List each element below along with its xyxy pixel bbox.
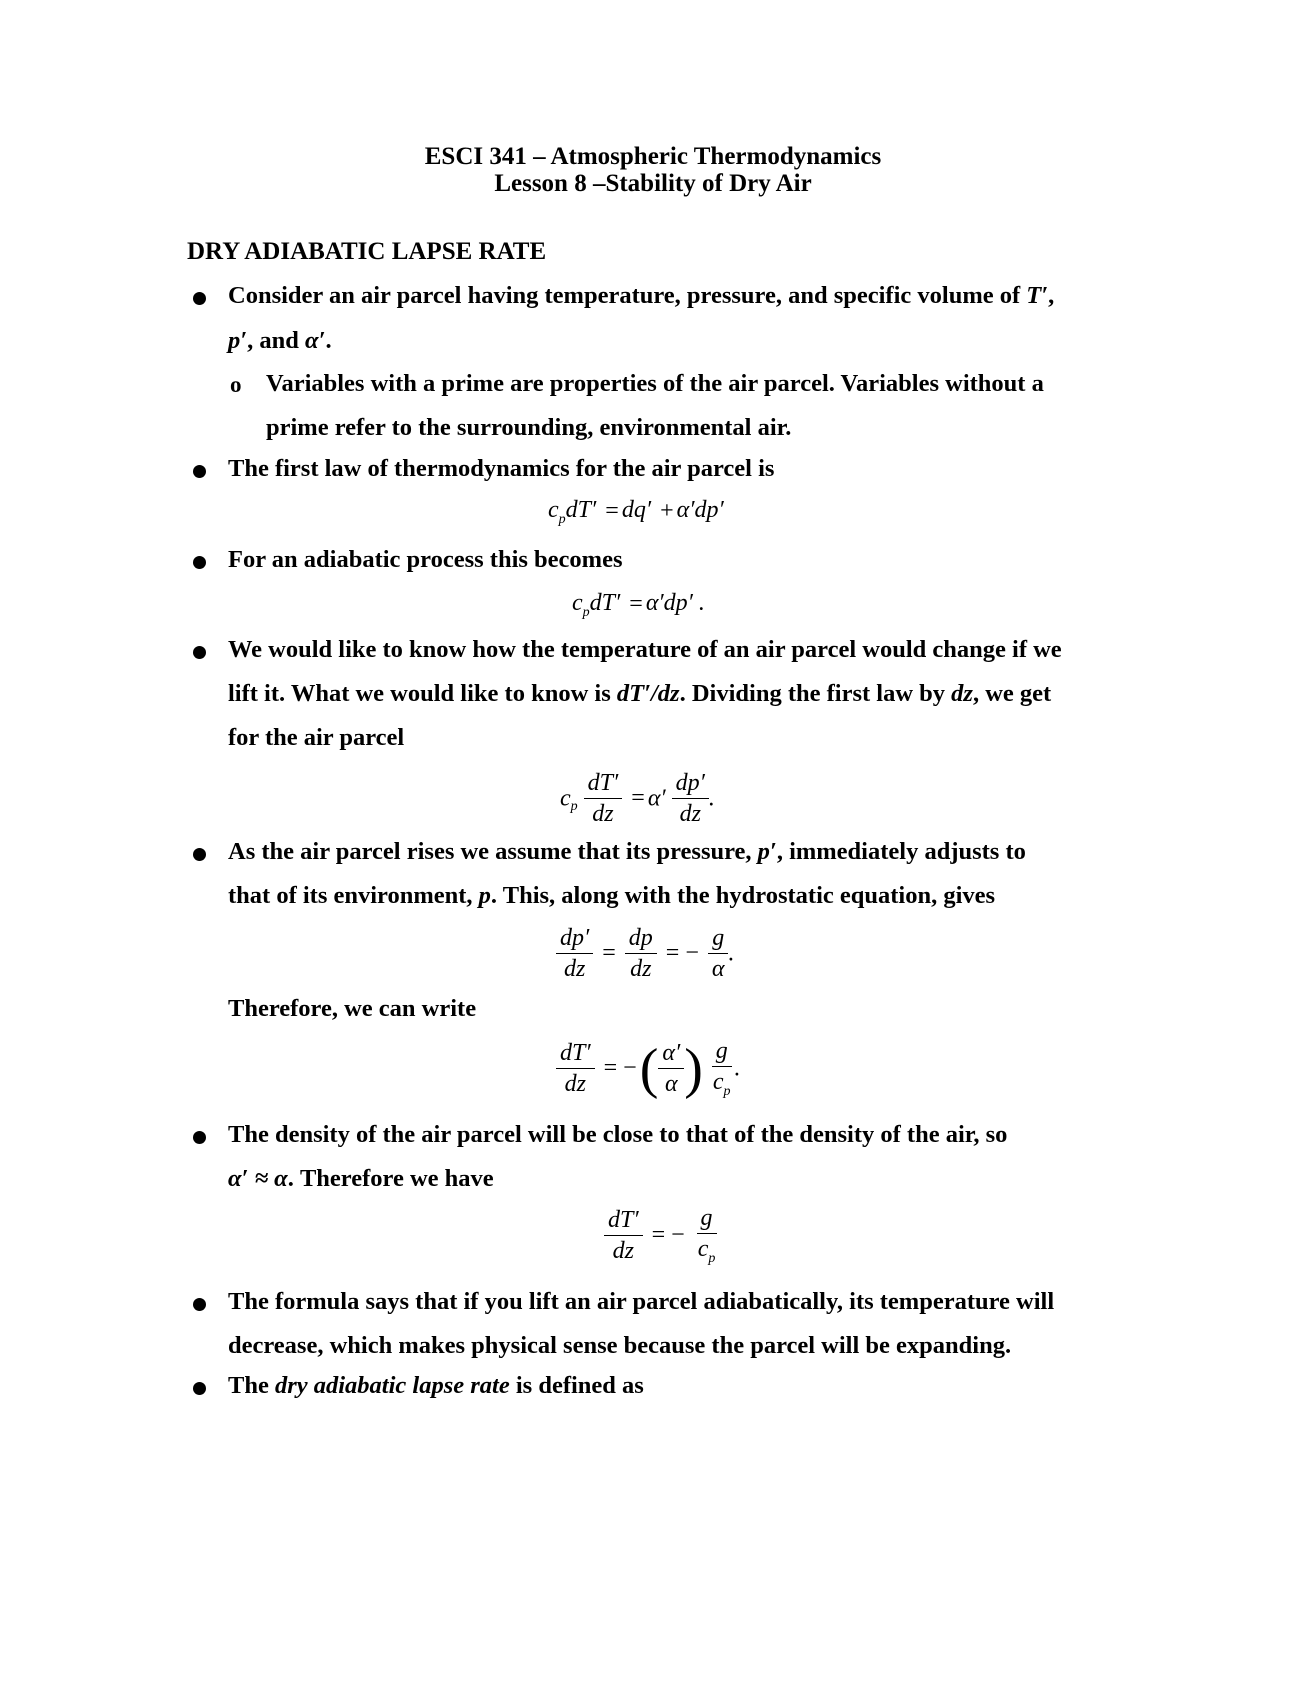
fraction bbox=[625, 925, 657, 983]
bullet-marker bbox=[193, 1298, 206, 1311]
numerator: dT′ bbox=[556, 1040, 595, 1069]
eq-dot: . bbox=[734, 1055, 741, 1082]
eq-minus: − bbox=[685, 940, 699, 967]
eq-dT: dT′ bbox=[565, 497, 597, 523]
sub-bullet-marker: o bbox=[230, 372, 242, 397]
equation-hydrostatic bbox=[556, 925, 735, 983]
document-title: ESCI 341 – Atmospheric Thermodynamics bbox=[424, 143, 882, 170]
text: As the air parcel rises we assume that its pressure, bbox=[228, 838, 758, 865]
eq-sub-p: p bbox=[558, 511, 566, 527]
bullet-marker bbox=[193, 848, 206, 861]
numerator: dT′ bbox=[604, 1207, 643, 1236]
denominator: dz bbox=[612, 1238, 634, 1265]
denominator bbox=[694, 1234, 720, 1266]
var-T-prime: T′ bbox=[1026, 282, 1049, 309]
eq-alpha: α′ bbox=[647, 785, 666, 812]
denominator: dz bbox=[563, 956, 586, 983]
denominator: dz bbox=[679, 801, 701, 828]
text: , we get bbox=[972, 680, 1052, 707]
var-p-prime: p′ bbox=[228, 327, 248, 354]
fraction bbox=[672, 770, 709, 828]
bullet-4-line-1: We would like to know how the temperature of an air parcel would change if we bbox=[228, 636, 1062, 663]
var-dz: dz bbox=[951, 680, 973, 707]
text: . This, along with the hydrostatic equation, gives bbox=[490, 882, 996, 909]
bullet-marker bbox=[193, 646, 206, 659]
eq-sub-p: p bbox=[582, 604, 590, 620]
fraction bbox=[584, 770, 623, 828]
fraction bbox=[556, 925, 593, 983]
denominator: α bbox=[711, 956, 725, 983]
denominator: dz bbox=[630, 956, 652, 983]
bullet-4-line-3: for the air parcel bbox=[228, 724, 405, 751]
bullet-7-line-1: The formula says that if you lift an air parcel adiabatically, its temperature will bbox=[228, 1288, 1055, 1315]
bullet-5-line-2 bbox=[228, 882, 995, 910]
numerator: dp′ bbox=[556, 925, 593, 954]
eq-equals: = bbox=[651, 1222, 666, 1249]
sub-bullet-1-line-2: prime refer to the surrounding, environmental air. bbox=[266, 414, 792, 441]
fraction bbox=[709, 1038, 735, 1100]
numerator: g bbox=[708, 925, 728, 954]
bullet-1-text: Consider an air parcel having temperature, pressure, and specific volume of bbox=[228, 282, 1027, 309]
text: that of its environment, bbox=[228, 882, 479, 909]
denominator: dz bbox=[564, 1071, 586, 1098]
lesson-title: Lesson 8 –Stability of Dry Air bbox=[494, 170, 812, 197]
text: . Dividing the first law by bbox=[679, 680, 952, 707]
bullet-8-text bbox=[228, 1372, 644, 1400]
right-paren: ) bbox=[684, 1037, 703, 1100]
text: The bbox=[228, 1372, 275, 1399]
term-dry-adiabatic-lapse-rate: dry adiabatic lapse rate bbox=[274, 1372, 510, 1399]
fraction bbox=[708, 925, 729, 983]
eq-dot: . bbox=[728, 940, 735, 967]
sub-bullet-1-line-1: Variables with a prime are properties of the air parcel. Variables without a bbox=[266, 370, 1044, 397]
den-sub-p: p bbox=[708, 1251, 716, 1267]
eq-c: c bbox=[548, 497, 559, 523]
bullet-marker bbox=[193, 1382, 206, 1395]
var-dT-dz: dT′/dz bbox=[616, 680, 680, 707]
left-paren: ( bbox=[639, 1037, 659, 1100]
comma: , bbox=[1048, 282, 1055, 309]
den-sub-p: p bbox=[723, 1084, 731, 1100]
eq-c: c bbox=[560, 785, 571, 812]
therefore-text: Therefore, we can write bbox=[228, 995, 477, 1022]
eq-equals: = bbox=[665, 940, 680, 967]
eq-minus: − bbox=[623, 1055, 637, 1082]
numerator: dT′ bbox=[584, 770, 623, 799]
bullet-3-text: For an adiabatic process this becomes bbox=[228, 546, 623, 573]
bullet-marker bbox=[193, 556, 206, 569]
denominator: α bbox=[664, 1071, 678, 1098]
bullet-1-line-1 bbox=[228, 282, 1054, 310]
eq-dot: . bbox=[708, 785, 715, 812]
fraction bbox=[604, 1207, 643, 1265]
var-alpha-prime: α′ bbox=[305, 327, 326, 354]
var-p-prime: p′ bbox=[757, 838, 777, 865]
equation-adiabatic bbox=[572, 590, 705, 621]
alpha-approx: α′ ≈ α bbox=[228, 1165, 288, 1192]
eq-minus: − bbox=[671, 1222, 685, 1249]
bullet-6-line-1: The density of the air parcel will be close to that of the density of the air, so bbox=[228, 1121, 1008, 1148]
bullet-1-line-2 bbox=[228, 327, 332, 355]
eq-alpha-dp: α′dp′ bbox=[676, 497, 724, 523]
and-text: , and bbox=[247, 327, 306, 354]
var-p: p bbox=[478, 882, 491, 909]
numerator: dp bbox=[625, 925, 657, 954]
eq-equals: = bbox=[629, 590, 643, 617]
text: is defined as bbox=[509, 1372, 644, 1399]
eq-plus: + bbox=[660, 497, 674, 524]
eq-dq: dq′ bbox=[621, 497, 652, 523]
eq-sub-p: p bbox=[570, 799, 578, 815]
eq-alpha-dp: α′dp′ . bbox=[645, 590, 705, 616]
numerator: dp′ bbox=[672, 770, 709, 799]
fraction bbox=[556, 1040, 595, 1098]
equation-lapse bbox=[604, 1205, 719, 1267]
equation-first-law bbox=[548, 497, 724, 528]
section-heading: DRY ADIABATIC LAPSE RATE bbox=[187, 238, 547, 265]
denominator bbox=[709, 1067, 735, 1099]
text: . Therefore we have bbox=[287, 1165, 494, 1192]
bullet-7-line-2: decrease, which makes physical sense because the parcel will be expanding. bbox=[228, 1332, 1012, 1359]
numerator: g bbox=[697, 1205, 717, 1234]
fraction bbox=[658, 1040, 684, 1098]
bullet-5-line-1 bbox=[228, 838, 1026, 866]
numerator: g bbox=[712, 1038, 732, 1067]
bullet-marker bbox=[193, 1131, 206, 1144]
bullet-2-text: The first law of thermodynamics for the air parcel is bbox=[228, 455, 775, 482]
fraction bbox=[694, 1205, 720, 1267]
den-c: c bbox=[712, 1069, 724, 1096]
eq-equals: = bbox=[602, 940, 616, 967]
bullet-6-line-2 bbox=[228, 1165, 494, 1193]
den-c: c bbox=[697, 1236, 709, 1263]
denominator: dz bbox=[592, 801, 614, 828]
equation-dT-dz bbox=[560, 770, 715, 828]
eq-equals: = bbox=[631, 785, 645, 812]
bullet-marker bbox=[193, 465, 206, 478]
text: lift it. What we would like to know is bbox=[228, 680, 617, 707]
bullet-marker bbox=[193, 292, 206, 305]
bullet-4-line-2 bbox=[228, 680, 1051, 708]
period: . bbox=[325, 327, 332, 354]
equation-dT-dz-ratio bbox=[556, 1038, 741, 1100]
eq-c: c bbox=[572, 590, 583, 616]
eq-dT: dT′ bbox=[589, 590, 621, 616]
eq-equals: = bbox=[605, 497, 619, 524]
text: , immediately adjusts to bbox=[776, 838, 1026, 865]
eq-equals: = bbox=[603, 1055, 618, 1082]
numerator: α′ bbox=[658, 1040, 684, 1069]
